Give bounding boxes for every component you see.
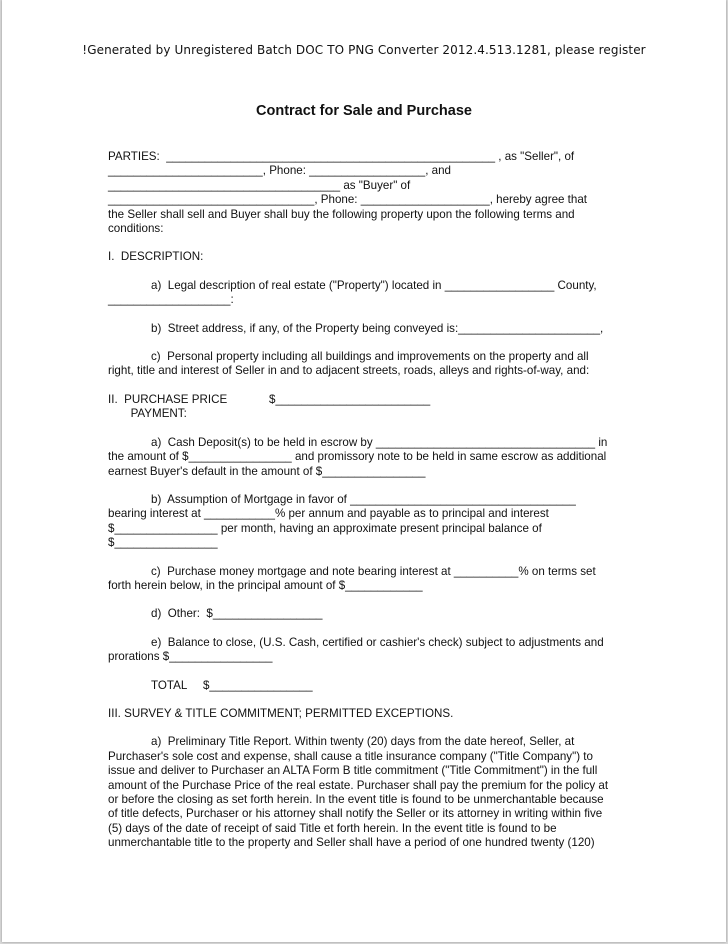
section-heading: I. DESCRIPTION: xyxy=(108,250,204,264)
survey-line: of title defects, Purchaser or his attorney shall notify the Seller or its attorney in writing within five xyxy=(108,807,603,821)
contract-body xyxy=(108,150,628,851)
purchase-d-line: d) Other: $_________________ xyxy=(151,607,323,621)
purchase-c-line: c) Purchase money mortgage and note bearing interest at __________% on terms set xyxy=(151,564,596,578)
purchase-a-line: the amount of $________________ and promissory note to be held in same escrow as additional xyxy=(108,450,607,464)
survey-section xyxy=(108,707,628,851)
section-heading: III. SURVEY & TITLE COMMITMENT; PERMITTED EXCEPTIONS. xyxy=(108,706,454,720)
purchase-total-line: TOTAL $________________ xyxy=(151,678,313,692)
page-title: Contract for Sale and Purchase xyxy=(256,103,472,119)
description-section xyxy=(108,250,628,378)
survey-line: (5) days of the date of receipt of said Title et forth herein. In the event title is found to be xyxy=(108,821,557,835)
parties-line: ____________________________________ as "Buyer" of xyxy=(108,178,411,192)
section-heading: II. PURCHASE PRICE $________________________ xyxy=(108,392,431,406)
document-page xyxy=(2,0,726,942)
description-c-line: right, title and interest of Seller in and to adjacent streets, roads, alleys and rights-of-way, and: xyxy=(108,364,590,378)
survey-line: or before the closing as set forth herein. In the event title is found to be unmerchantable because xyxy=(108,793,604,806)
converter-watermark: !Generated by Unregistered Batch DOC TO PNG Converter 2012.4.513.1281, please register xyxy=(82,43,646,57)
description-a-line: ___________________: xyxy=(108,293,234,307)
purchase-c-line: forth herein below, in the principal amount of $____________ xyxy=(108,578,423,592)
purchase-e-line: prorations $________________ xyxy=(108,650,273,664)
purchase-b-line: $________________ xyxy=(108,536,218,550)
purchase-a-line: a) Cash Deposit(s) to be held in escrow by __________________________________ in xyxy=(151,435,608,449)
purchase-section xyxy=(108,393,628,693)
purchase-b-line: $________________ per month, having an approximate present principal balance of xyxy=(108,521,542,535)
parties-line: ________________________, Phone: __________________, and xyxy=(108,164,452,178)
survey-line: issue and deliver to Purchaser an ALTA Form B title commitment ("Title Commitment") in the full xyxy=(108,764,598,778)
survey-line: amount of the Purchase Price of the real estate. Purchaser shall pay the premium for the policy at xyxy=(108,778,609,792)
parties-section xyxy=(108,150,628,236)
description-b-line: b) Street address, if any, of the Property being conveyed is:______________________, xyxy=(151,321,604,335)
purchase-b-line: b) Assumption of Mortgage in favor of ___________________________________ xyxy=(151,492,576,506)
purchase-a-line: earnest Buyer's default in the amount of $________________ xyxy=(108,464,426,478)
description-c-line: c) Personal property including all buildings and improvements on the property and all xyxy=(151,350,589,364)
parties-line: conditions: xyxy=(108,222,164,236)
survey-line: unmerchantable title to the property and Seller shall have a period of one hundred twenty (120) xyxy=(108,836,595,850)
purchase-b-line: bearing interest at ___________% per annum and payable as to principal and interest xyxy=(108,507,549,521)
section-heading: PAYMENT: xyxy=(108,407,187,421)
parties-line: PARTIES: ___________________________________________________ , as "Seller", of xyxy=(108,150,575,163)
survey-line: a) Preliminary Title Report. Within twenty (20) days from the date hereof, Seller, at xyxy=(151,735,575,749)
survey-line: Purchaser's sole cost and expense, shall cause a title insurance company ("Title Company") to xyxy=(108,749,593,763)
purchase-e-line: e) Balance to close, (U.S. Cash, certified or cashier's check) subject to adjustments and xyxy=(151,635,604,649)
description-a-line: a) Legal description of real estate ("Property") located in _________________ County, xyxy=(151,278,597,292)
parties-line: ________________________________, Phone: ____________________, hereby agree that xyxy=(108,193,588,207)
parties-line: the Seller shall sell and Buyer shall buy the following property upon the following terms and xyxy=(108,207,575,221)
